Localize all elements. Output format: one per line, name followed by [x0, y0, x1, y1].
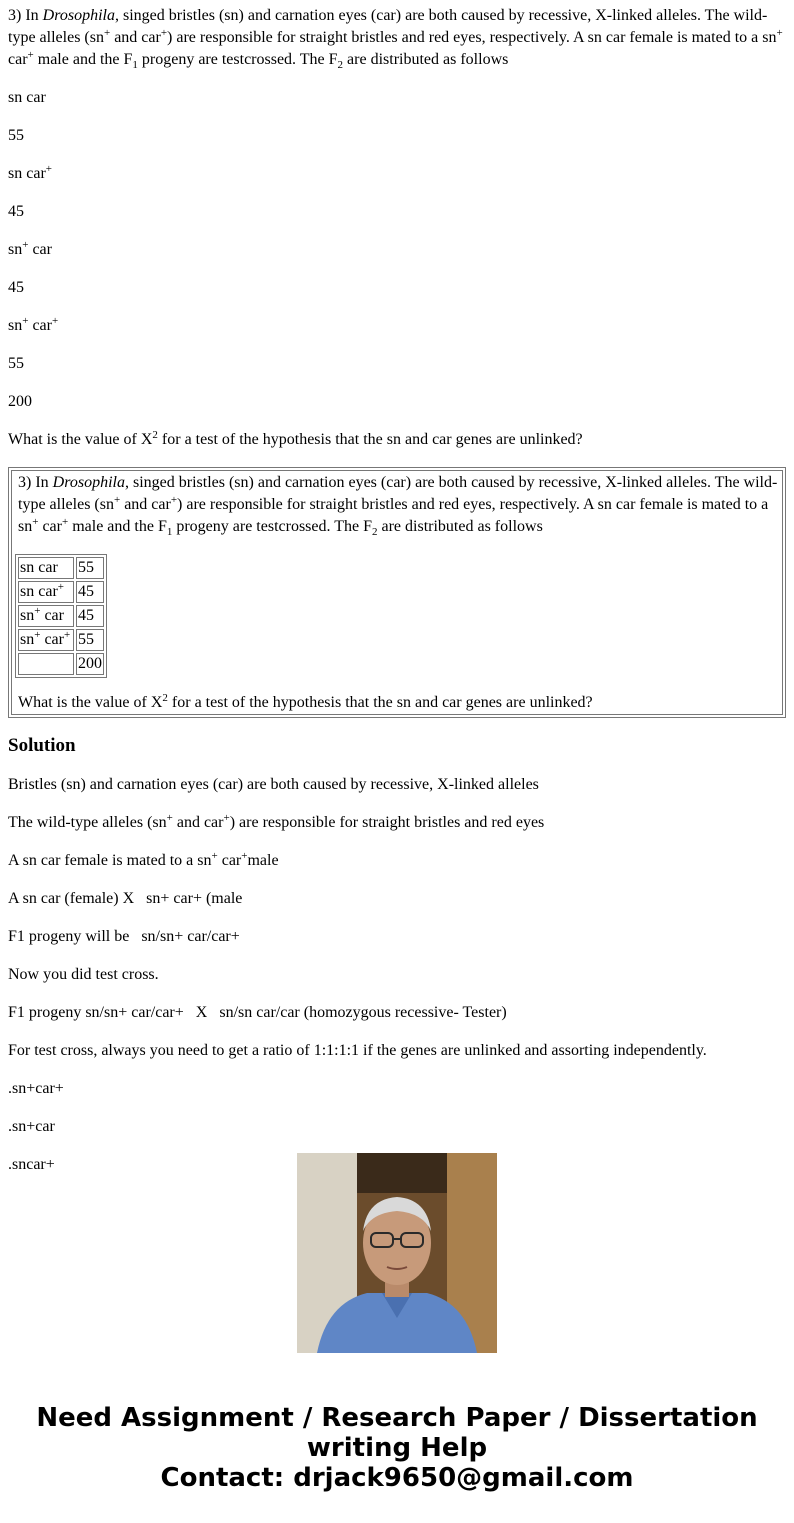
question-paragraph: [8, 5, 786, 71]
f1-sub: 1: [132, 59, 138, 71]
list-count: 45: [8, 203, 24, 220]
solution-p2: The wild-type alleles (sn+ and car+) are responsible for straight bristles and red eyes: [8, 812, 545, 831]
solution-p5: F1 progeny will be sn/sn+ car/car+: [8, 928, 240, 945]
solution-p4: A sn car (female) X sn+ car+ (male: [8, 890, 243, 907]
solution-p10: .sn+car: [8, 1118, 55, 1135]
solution-p11: .sncar+: [8, 1156, 55, 1173]
solution-p3: A sn car female is mated to a sn+ car+male: [8, 850, 279, 869]
question-text-6: progeny are testcrossed. The F: [137, 51, 338, 68]
plus-sup: +: [776, 27, 783, 39]
list-count: 45: [8, 279, 24, 296]
table-row: sn car+ 45: [18, 581, 104, 603]
f2-sub: 2: [337, 59, 344, 71]
question-box: [8, 467, 786, 718]
solution-heading: Solution: [8, 735, 76, 756]
question-text-3: ) are responsible for straight bristles and red eyes, respectively. A sn car female is mated to a sn: [167, 29, 777, 46]
plus-sup: +: [103, 27, 111, 39]
table-row-total: 200: [18, 653, 104, 675]
list-genotype: sn car+: [8, 163, 52, 182]
question-number: 3) In: [8, 7, 43, 24]
help-banner: [0, 1403, 794, 1493]
question-text-2: and car: [110, 29, 161, 46]
solution-p6: Now you did test cross.: [8, 966, 159, 983]
solution-p7: F1 progeny sn/sn+ car/car+ X sn/sn car/car (homozygous recessive- Tester): [8, 1004, 507, 1021]
question-text-7: are distributed as follows: [343, 51, 509, 68]
solution-p9: .sn+car+: [8, 1080, 64, 1097]
avatar-portrait: [297, 1153, 497, 1353]
list-count: 55: [8, 355, 24, 372]
table-row: sn car 55: [18, 557, 104, 579]
plus-sup: +: [27, 49, 34, 61]
genotype-table: [15, 554, 107, 678]
article-content: [8, 5, 786, 1173]
list-total: 200: [8, 393, 32, 410]
banner-line-1: Need Assignment / Research Paper / Dissertation: [36, 1403, 758, 1433]
banner-contact: Contact: drjack9650@gmail.com: [160, 1463, 634, 1493]
list-genotype: sn car: [8, 89, 46, 106]
solution-p8: For test cross, always you need to get a ratio of 1:1:1:1 if the genes are unlinked and assorting independently.: [8, 1042, 707, 1059]
list-genotype: sn+ car: [8, 239, 52, 258]
list-count: 55: [8, 127, 24, 144]
list-genotype: sn+ car+: [8, 315, 59, 334]
table-row: sn+ car 45: [18, 605, 104, 627]
table-row: sn+ car+ 55: [18, 629, 104, 651]
question-final: What is the value of $X^2$ for a test of the hypothesis that the sn and car genes are unlinked?: [8, 429, 583, 448]
question-text-4: car: [8, 51, 28, 68]
organism-name: Drosophila: [52, 474, 125, 491]
banner-line-2: writing Help: [306, 1433, 488, 1463]
question-text-1: , singed bristles (sn) and carnation eyes (car) are both caused by recessive, X-linked alleles. The wild-type alleles (sn: [8, 7, 768, 46]
plus-sup: +: [160, 27, 168, 39]
organism-name: Drosophila: [42, 7, 115, 24]
question-text-5: male and the F: [33, 51, 133, 68]
solution-p1: Bristles (sn) and carnation eyes (car) are both caused by recessive, X-linked alleles: [8, 776, 539, 793]
author-avatar: [297, 1153, 497, 1353]
question-final-boxed: What is the value of $X^2$ for a test of the hypothesis that the sn and car genes are unlinked?: [18, 692, 593, 711]
question-paragraph-boxed: 3) In Drosophila, singed bristles (sn) and carnation eyes (car) are both caused by recessive, X-linked alleles. The wild-type alleles (sn+ and car+) are responsible for straight bristles and red eyes, respectively. A sn car female is mated to a sn+ car+ male and the $F_1$ progeny are testcrossed. The $F_2$ are distributed as follows: [18, 474, 778, 538]
